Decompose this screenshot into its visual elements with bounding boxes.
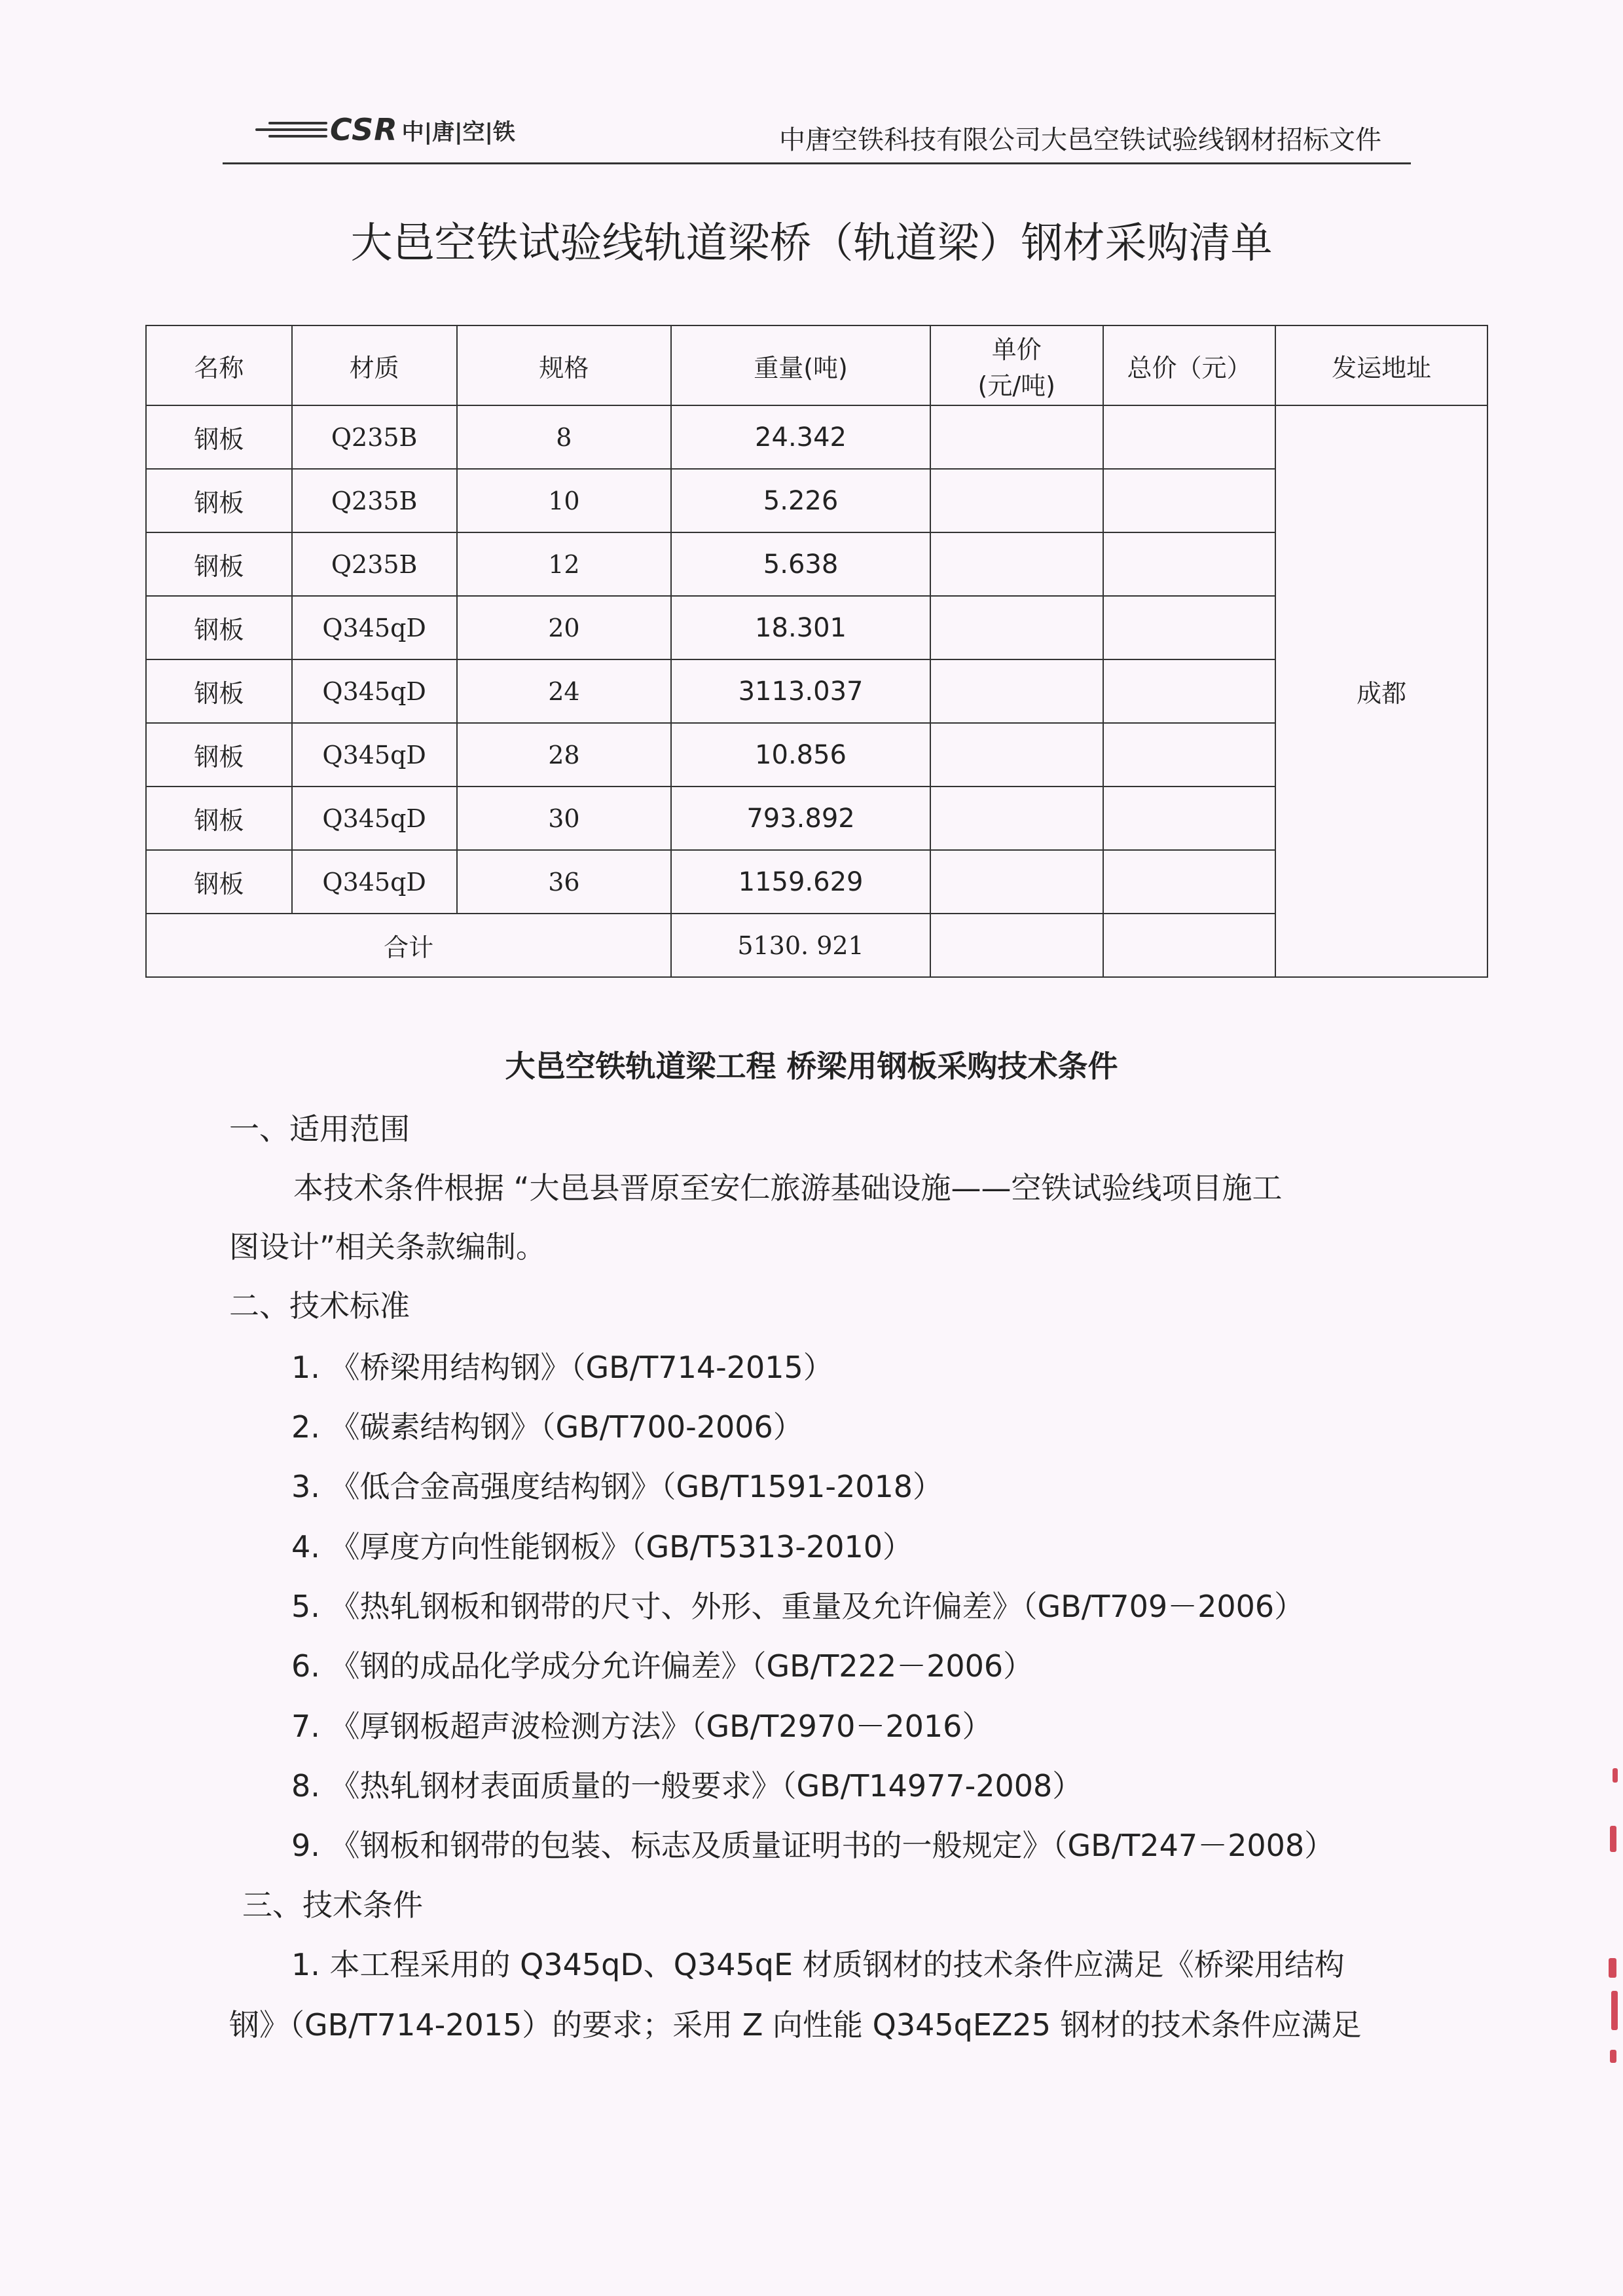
cell-spec: 36 [457,850,672,914]
conditions-para-line2: 钢》（GB/T714-2015）的要求；采用 Z 向性能 Q345qEZ25 钢材的技术条件应满足 [229,2007,1362,2043]
logo-text: CSR [330,112,398,147]
cell-material: Q345qD [292,659,457,723]
col-header-spec: 规格 [457,325,672,405]
unit-price-label: 单价 [991,335,1042,364]
table-header-row [146,325,1487,405]
cell-unit-price [930,723,1103,787]
section-title: 大邑空铁轨道梁工程 桥梁用钢板采购技术条件 [505,1048,1118,1084]
cell-name: 钢板 [146,850,292,914]
cell-weight: 1159.629 [671,850,930,914]
cell-material: Q235B [292,405,457,469]
unit-price-unit: (元/吨) [977,371,1055,400]
cell-weight: 5.226 [671,469,930,532]
standard-item: 9. 《钢板和钢带的包装、标志及质量证明书的一般规定》（GB/T247－2008） [291,1828,1335,1863]
cell-name: 钢板 [146,787,292,850]
heading-scope: 一、适用范围 [229,1111,410,1147]
cell-total [1103,405,1276,469]
cell-unit-price [930,405,1103,469]
cell-ship-address: 成都 [1275,405,1487,977]
cell-spec: 8 [457,405,672,469]
cell-name: 钢板 [146,659,292,723]
heading-conditions: 三、技术条件 [242,1887,423,1923]
cell-name: 钢板 [146,596,292,659]
cell-total [1103,787,1276,850]
cell-total [1103,850,1276,914]
standard-item: 2. 《碳素结构钢》（GB/T700-2006） [291,1409,803,1445]
cell-material: Q345qD [292,787,457,850]
cell-material: Q345qD [292,596,457,659]
cell-weight: 18.301 [671,596,930,659]
standard-item: 6. 《钢的成品化学成分允许偏差》（GB/T222－2006） [291,1648,1034,1684]
cell-spec: 28 [457,723,672,787]
cell-spec: 30 [457,787,672,850]
cell-material: Q235B [292,532,457,596]
cell-name: 钢板 [146,469,292,532]
cell-weight: 10.856 [671,723,930,787]
cell-unit-price [930,787,1103,850]
cell-unit-price [930,532,1103,596]
cell-material: Q235B [292,469,457,532]
cell-total [1103,532,1276,596]
cell-name: 钢板 [146,405,292,469]
header-title: 中唐空铁科技有限公司大邑空铁试验线钢材招标文件 [779,125,1381,155]
table-row [146,405,1487,469]
col-header-material: 材质 [292,325,457,405]
col-header-name: 名称 [146,325,292,405]
total-label: 合计 [146,914,671,977]
cell-unit-price [930,469,1103,532]
standard-item: 4. 《厚度方向性能钢板》（GB/T5313-2010） [291,1529,913,1565]
cell-spec: 12 [457,532,672,596]
page-header [223,105,1411,164]
standard-item: 5. 《热轧钢板和钢带的尺寸、外形、重量及允许偏差》（GB/T709－2006） [291,1589,1305,1624]
col-header-weight: 重量(吨) [671,325,930,405]
cell-spec: 10 [457,469,672,532]
cell-spec: 20 [457,596,672,659]
standard-item: 7. 《厚钢板超声波检测方法》（GB/T2970－2016） [291,1709,993,1744]
cell-weight: 5.638 [671,532,930,596]
total-unit-price [930,914,1103,977]
cell-unit-price [930,850,1103,914]
total-price [1103,914,1276,977]
col-header-total: 总价（元） [1103,325,1276,405]
conditions-para-line1: 1. 本工程采用的 Q345qD、Q345qE 材质钢材的技术条件应满足《桥梁用结构 [291,1947,1345,1982]
cell-name: 钢板 [146,532,292,596]
doc-title: 大邑空铁试验线轨道梁桥（轨道梁）钢材采购清单 [350,219,1273,268]
seal-edge-marks [1603,1768,1623,2096]
cell-total [1103,659,1276,723]
company-logo [255,110,515,149]
col-header-unit-price [930,325,1103,405]
cell-total [1103,469,1276,532]
standard-item: 3. 《低合金高强度结构钢》（GB/T1591-2018） [291,1469,943,1504]
scope-para-line1: 本技术条件根据 “大邑县晋原至安仁旅游基础设施——空铁试验线项目施工 [293,1170,1283,1206]
cell-name: 钢板 [146,723,292,787]
procurement-table [145,325,1488,978]
cell-total [1103,596,1276,659]
heading-standards: 二、技术标准 [229,1288,410,1324]
cell-spec: 24 [457,659,672,723]
logo-lines-icon [255,117,327,143]
cell-weight: 24.342 [671,405,930,469]
cell-material: Q345qD [292,850,457,914]
col-header-ship: 发运地址 [1275,325,1487,405]
cell-total [1103,723,1276,787]
cell-unit-price [930,659,1103,723]
cell-unit-price [930,596,1103,659]
total-weight: 5130. 921 [671,914,930,977]
standard-item: 8. 《热轧钢材表面质量的一般要求》（GB/T14977-2008） [291,1768,1083,1804]
cell-weight: 3113.037 [671,659,930,723]
scope-para-line2: 图设计”相关条款编制。 [229,1229,546,1265]
standard-item: 1. 《桥梁用结构钢》（GB/T714-2015） [291,1350,833,1385]
cell-weight: 793.892 [671,787,930,850]
logo-cn-text: 中|唐|空|铁 [401,119,515,145]
cell-material: Q345qD [292,723,457,787]
